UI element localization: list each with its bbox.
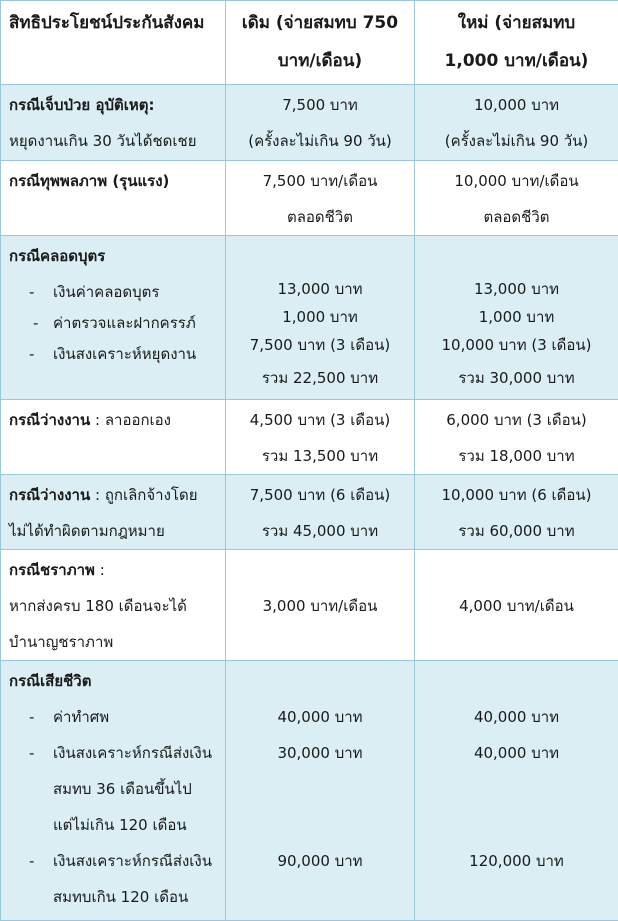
cell-disability-old: 7,500 บาท/เดือน ตลอดชีวิต: [226, 161, 415, 236]
cell-disability-new: 10,000 บาท/เดือน ตลอดชีวิต: [415, 161, 618, 236]
cell-unemployment-resign-old: 4,500 บาท (3 เดือน) รวม 13,500 บาท: [226, 400, 415, 475]
cell-maternity-old: 13,000 บาท 1,000 บาท 7,500 บาท (3 เดือน) รวม 22,500 บาท: [226, 236, 415, 400]
cell-sick-label: กรณีเจ็บป่วย อุบัติเหตุ: หยุดงานเกิน 30 วันได้ชดเชย: [1, 85, 226, 161]
table-row-unemployment-resign: [1, 400, 618, 475]
table-row-unemployment-fired: [1, 475, 618, 550]
cell-death-old: 40,000 บาท 30,000 บาท 90,000 บาท: [226, 661, 415, 921]
cell-unemployment-resign-new: 6,000 บาท (3 เดือน) รวม 18,000 บาท: [415, 400, 618, 475]
cell-sick-old: 7,500 บาท (ครั้งละไม่เกิน 90 วัน): [226, 85, 415, 161]
cell-old-age-old: 3,000 บาท/เดือน: [226, 550, 415, 661]
header-benefits: สิทธิประโยชน์ประกันสังคม: [1, 1, 226, 85]
cell-old-age-label: กรณีชราภาพ : หากส่งครบ 180 เดือนจะได้ บำนาญชราภาพ: [1, 550, 226, 661]
cell-death-new: 40,000 บาท 40,000 บาท 120,000 บาท: [415, 661, 618, 921]
cell-maternity-new: 13,000 บาท 1,000 บาท 10,000 บาท (3 เดือน) รวม 30,000 บาท: [415, 236, 618, 400]
list-item: - ค่าตรวจและฝากครรภ์: [1, 310, 225, 336]
cell-disability-label: กรณีทุพพลภาพ (รุนแรง): [1, 161, 226, 236]
table-row-old-age: [1, 550, 618, 661]
table-row-maternity: [1, 236, 618, 400]
table-row-death: [1, 661, 618, 921]
list-item: - เงินสงเคราะห์กรณีส่งเงิน: [1, 843, 225, 879]
list-item: - เงินค่าคลอดบุตร: [1, 274, 225, 310]
cell-unemployment-fired-label: กรณีว่างงาน : ถูกเลิกจ้างโดย ไม่ได้ทำผิดตามกฎหมาย: [1, 475, 226, 550]
table-row-sick: [1, 85, 618, 161]
cell-unemployment-resign-label: กรณีว่างงาน : ลาออกเอง: [1, 400, 226, 475]
table-row-disability: [1, 161, 618, 236]
table-header-row: [1, 1, 618, 85]
cell-unemployment-fired-old: 7,500 บาท (6 เดือน) รวม 45,000 บาท: [226, 475, 415, 550]
list-item: - เงินสงเคราะห์กรณีส่งเงิน: [1, 735, 225, 771]
cell-unemployment-fired-new: 10,000 บาท (6 เดือน) รวม 60,000 บาท: [415, 475, 618, 550]
cell-death-label: กรณีเสียชีวิต - ค่าทำศพ - เงินสงเคราะห์กรณีส่งเงิน สมทบ 36 เดือนขึ้นไป แต่ไม่เกิน 120 เดือน - เงินสงเคราะห์กรณีส่งเงิน สมทบเกิน 120 เดือน: [1, 661, 226, 921]
cell-sick-new: 10,000 บาท (ครั้งละไม่เกิน 90 วัน): [415, 85, 618, 161]
header-old: เดิม (จ่ายสมทบ 750 บาท/เดือน): [226, 1, 415, 85]
header-new: ใหม่ (จ่ายสมทบ 1,000 บาท/เดือน): [415, 1, 618, 85]
list-item: - ค่าทำศพ: [1, 699, 225, 735]
cell-old-age-new: 4,000 บาท/เดือน: [415, 550, 618, 661]
cell-maternity-label: กรณีคลอดบุตร - เงินค่าคลอดบุตร - ค่าตรวจและฝากครรภ์ - เงินสงเคราะห์หยุดงาน: [1, 236, 226, 400]
list-item: - เงินสงเคราะห์หยุดงาน: [1, 336, 225, 372]
